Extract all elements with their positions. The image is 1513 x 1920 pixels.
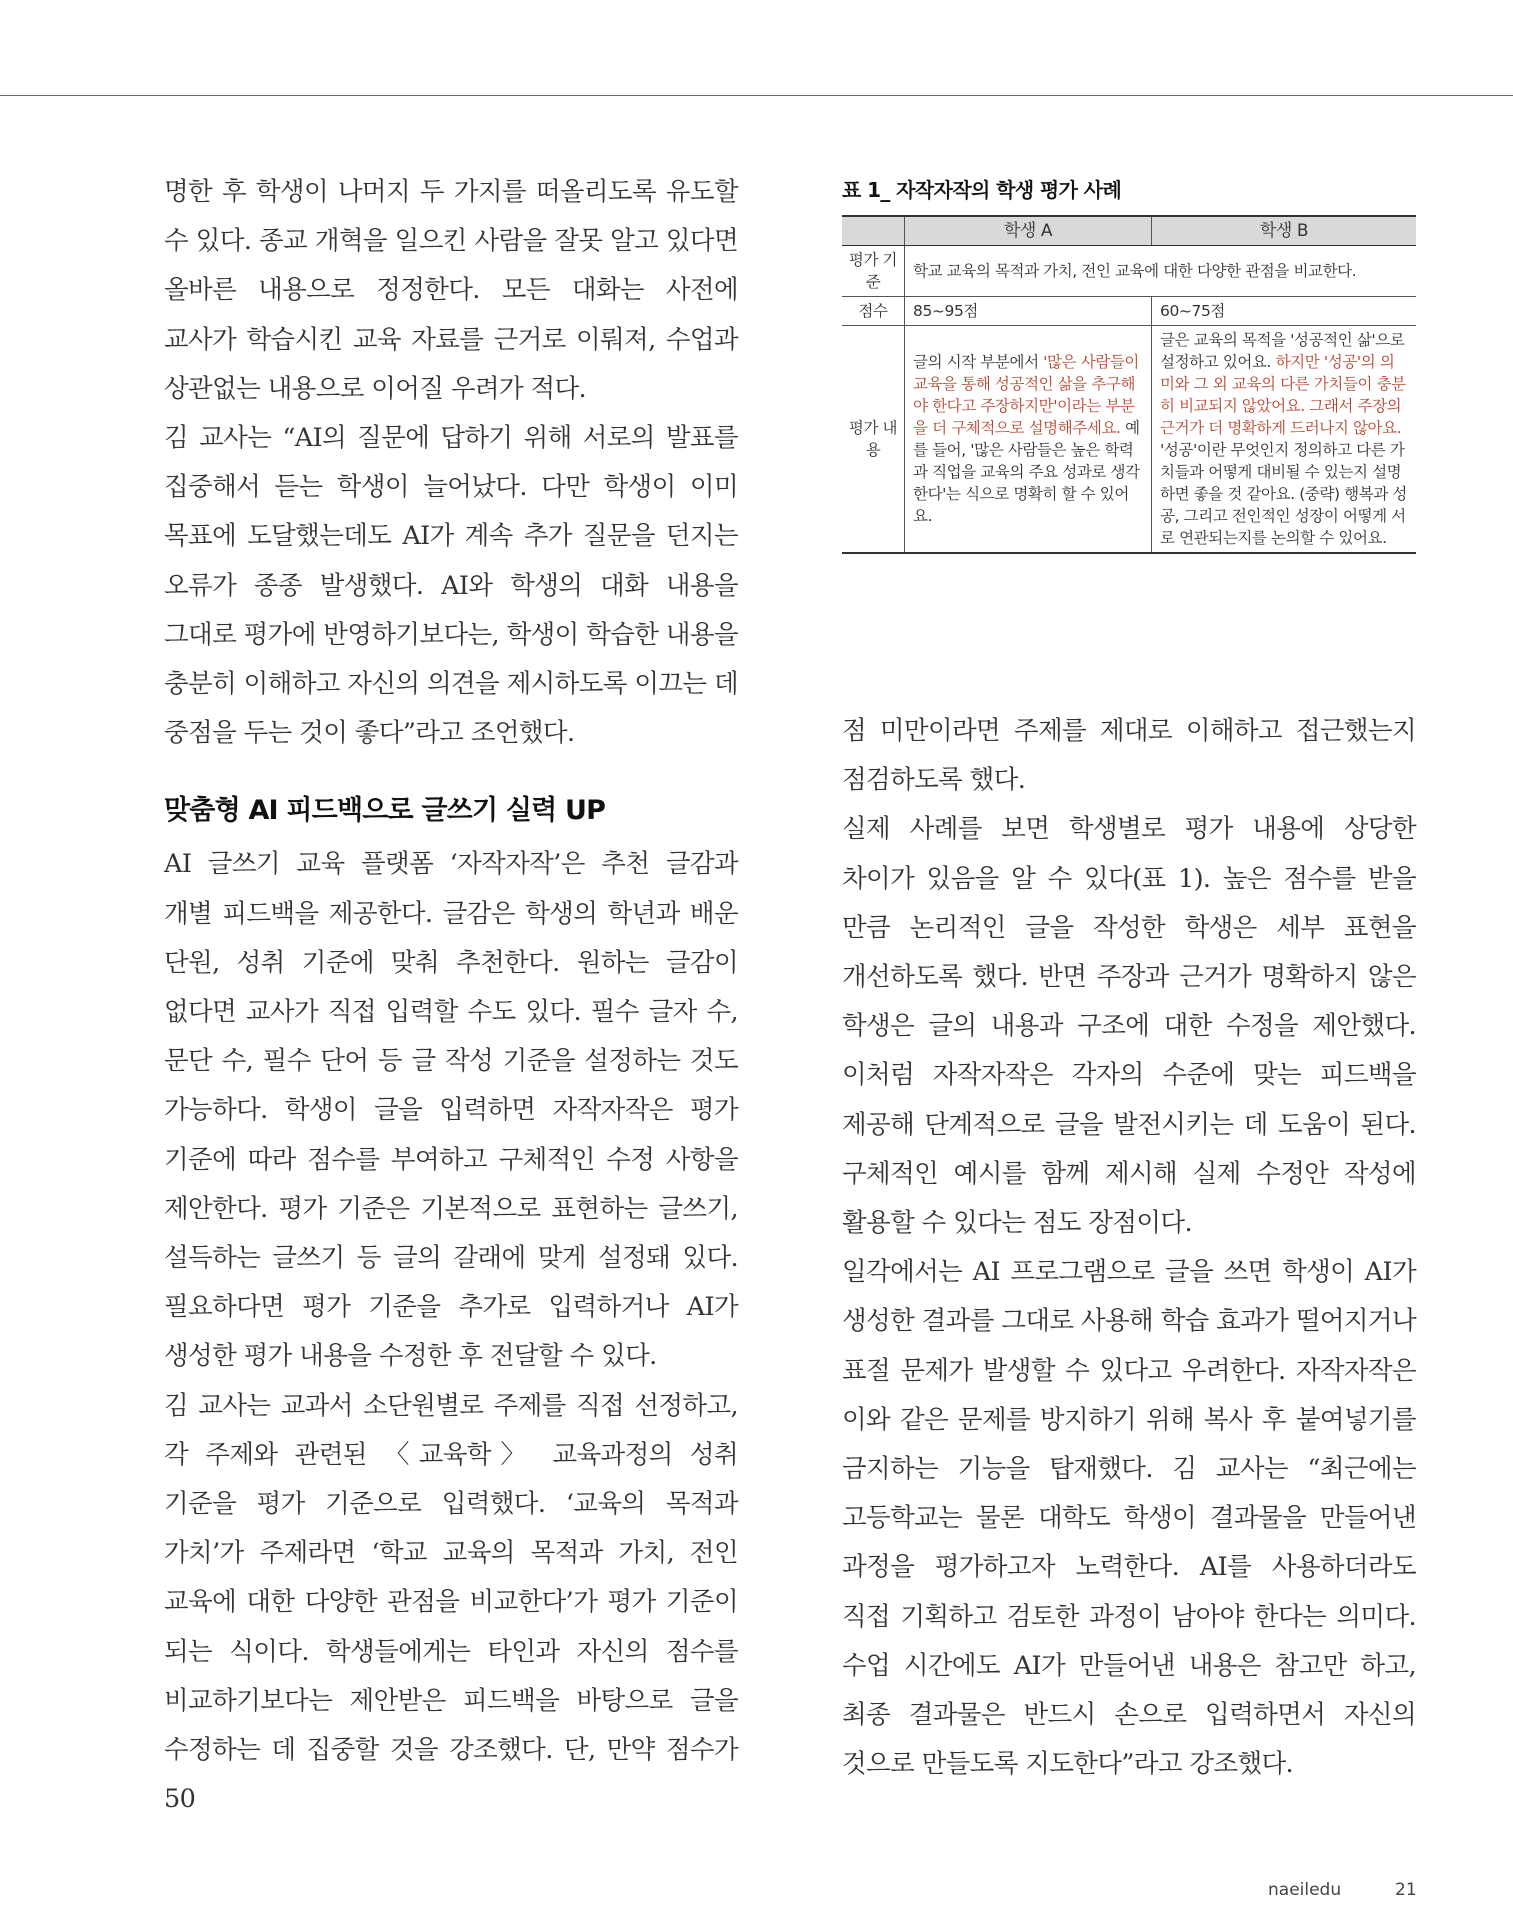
evaluation-table xyxy=(842,215,1416,554)
evaluation-table-block xyxy=(842,174,1416,554)
criteria-cell: 학교 교육의 목적과 가치, 전인 교육에 대한 다양한 관점을 비교한다. xyxy=(905,246,1417,297)
body-paragraph: 실제 사례를 보면 학생별로 평가 내용에 상당한 차이가 있음을 알 수 있다(표 1). 높은 점수를 받을 만큼 논리적인 글을 작성한 학생은 세부 표현을 개선하도록 했다. 반면 주장과 근거가 명확하지 않은 학생은 글의 내용과 구조에 대한 수정을 제안했다. 이처럼 자작자작은 각자의 수준에 맞는 피드백을 제공해 단계적으로 글을 발전시키는 데 도움이 된다. 구체적인 예시를 함께 제시해 실제 수정안 작성에 활용할 수 있다는 점도 장점이다. xyxy=(842,814,1416,1239)
table-row xyxy=(842,326,1416,554)
table-header-cell: 학생 B xyxy=(1152,216,1417,246)
content-a-rest: 예를 들어, '많은 사람들은 높은 학력과 직업을 교육의 주요 성과로 생각한다'는 식으로 명확히 할 수 있어요. xyxy=(913,419,1140,525)
table-header-cell xyxy=(842,216,905,246)
table-caption: 표 1_ 자작자작의 학생 평가 사례 xyxy=(842,178,1122,202)
score-b-cell: 60~75점 xyxy=(1152,297,1417,326)
table-row xyxy=(842,246,1416,297)
body-paragraph: 김 교사는 “AI의 질문에 답하기 위해 서로의 발표를 집중해서 듣는 학생이 늘어났다. 다만 학생이 이미 목표에 도달했는데도 AI가 계속 추가 질문을 던지는 오류가 종종 발생했다. AI와 학생의 대화 내용을 그대로 평가에 반영하기보다는, 학생이 학습한 내용을 충분히 이해하고 자신의 의견을 제시하도록 이끄는 데 중점을 두는 것이 좋다”라고 조언했다. xyxy=(164,423,738,749)
body-paragraph: 명한 후 학생이 나머지 두 가지를 떠올리도록 유도할 수 있다. 종교 개혁을 일으킨 사람을 잘못 알고 있다면 올바른 내용으로 정정한다. 모든 대화는 사전에 교사가 학습시킨 교육 자료를 근거로 이뤄져, 수업과 상관없는 내용으로 이어질 우려가 적다. xyxy=(164,177,738,404)
body-paragraph: 점 미만이라면 주제를 제대로 이해하고 접근했는지 점검하도록 했다. xyxy=(842,716,1416,796)
body-paragraph: 일각에서는 AI 프로그램으로 글을 쓰면 학생이 AI가 생성한 결과를 그대로 사용해 학습 효과가 떨어지거나 표절 문제가 발생할 수 있다고 우려한다. 자작자작은 이와 같은 문제를 방지하기 위해 복사 후 붙여넣기를 금지하는 기능을 탑재했다. 김 교사는 “최근에는 고등학교는 물론 대학도 학생이 결과물을 만들어낸 과정을 평가하고자 노력한다. AI를 사용하더라도 직접 기획하고 검토한 과정이 남아야 한다는 의미다. 수업 시간에도 AI가 만들어낸 내용은 참고만 하고, 최종 결과물은 반드시 손으로 입력하면서 자신의 것으로 만들도록 지도한다”라고 강조했다. xyxy=(842,1257,1416,1780)
row-label: 점수 xyxy=(842,297,905,326)
left-column xyxy=(164,168,738,1825)
content-a-intro: 글의 시작 부분에서 xyxy=(913,353,1039,371)
row-label: 평가 기준 xyxy=(842,246,905,297)
page-number: 21 xyxy=(1395,1880,1417,1900)
content-a-highlight: '많은 사람들이 교육을 통해 성공적인 삶을 추구해야 한다고 주장하지만'이라는 부분을 더 구체적으로 설명해주세요. xyxy=(913,353,1139,437)
score-a-cell: 85~95점 xyxy=(905,297,1152,326)
content-b-intro: 글은 교육의 목적을 '성공적인 삶'으로 설정하고 있어요. xyxy=(1160,331,1405,371)
right-column xyxy=(842,707,1416,1789)
row-label: 평가 내용 xyxy=(842,326,905,554)
content-b-highlight: 하지만 '성공'의 의미와 그 외 교육의 다른 가치들이 충분히 비교되지 않았어요. 그래서 주장의 근거가 더 명확하게 드러나지 않아요. xyxy=(1160,353,1406,437)
content-b-rest: '성공'이란 무엇인지 정의하고 다른 가치들과 어떻게 대비될 수 있는지 설명하면 좋을 것 같아요. (중략) 행복과 성공, 그리고 전인적인 성장이 어떻게 서로 연관되는지를 논의할 수 있어요. xyxy=(1160,441,1408,547)
table-row xyxy=(842,297,1416,326)
table-header-cell: 학생 A xyxy=(905,216,1152,246)
content-b-cell xyxy=(1152,326,1417,554)
top-rule xyxy=(0,95,1513,96)
body-paragraph: 김 교사는 교과서 소단원별로 주제를 직접 선정하고, 각 주제와 관련된 〈교육학〉 교육과정의 성취 기준을 평가 기준으로 입력했다. ‘교육의 목적과 가치’가 주제라면 ‘학교 교육의 목적과 가치, 전인 교육에 대한 다양한 관점을 비교한다’가 평가 기준이 되는 식이다. 학생들에게는 타인과 자신의 점수를 비교하기보다는 제안받은 피드백을 바탕으로 글을 수정하는 데 집중할 것을 강조했다. 단, 만약 점수가 50 xyxy=(164,1390,738,1815)
magazine-name: naeiledu xyxy=(1268,1880,1342,1900)
content-a-cell xyxy=(905,326,1152,554)
table-header-row xyxy=(842,216,1416,246)
section-heading: 맞춤형 AI 피드백으로 글쓰기 실력 UP xyxy=(164,795,606,827)
body-paragraph: AI 글쓰기 교육 플랫폼 ‘자작자작’은 추천 글감과 개별 피드백을 제공한다. 글감은 학생의 학년과 배운 단원, 성취 기준에 맞춰 추천한다. 원하는 글감이 없다면 교사가 직접 입력할 수도 있다. 필수 글자 수, 문단 수, 필수 단어 등 글 작성 기준을 설정하는 것도 가능하다. 학생이 글을 입력하면 자작자작은 평가 기준에 따라 점수를 부여하고 구체적인 수정 사항을 제안한다. 평가 기준은 기본적으로 표현하는 글쓰기, 설득하는 글쓰기 등 글의 갈래에 맞게 설정돼 있다. 필요하다면 평가 기준을 추가로 입력하거나 AI가 생성한 평가 내용을 수정한 후 전달할 수 있다. xyxy=(164,849,738,1372)
